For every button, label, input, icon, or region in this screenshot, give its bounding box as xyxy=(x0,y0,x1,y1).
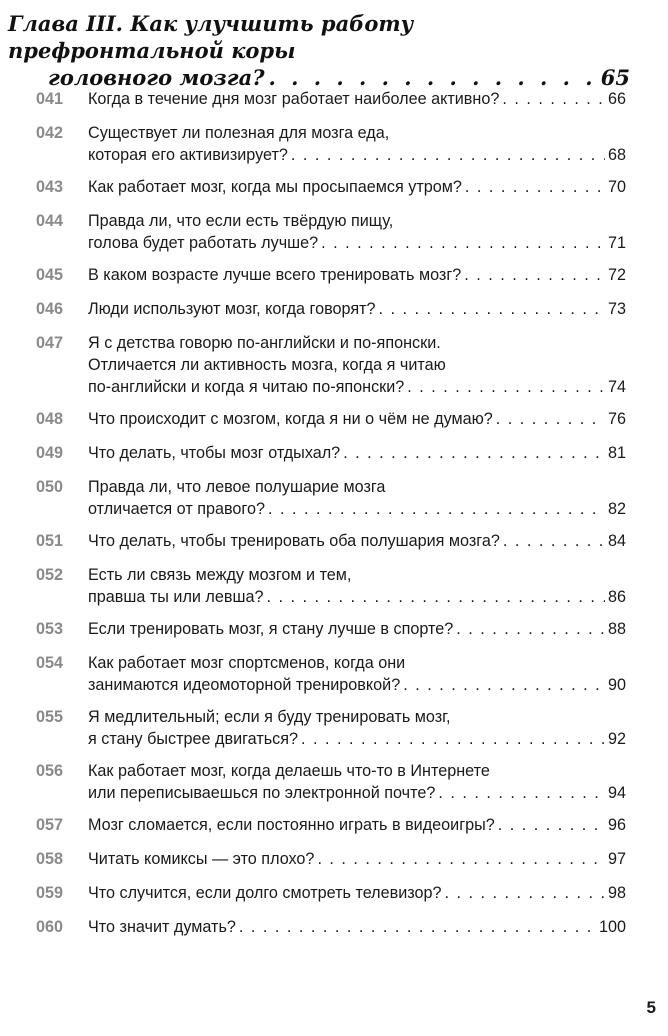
entry-last-line xyxy=(88,376,626,398)
dot-leader xyxy=(407,376,605,398)
dot-leader xyxy=(403,674,605,696)
entry-body xyxy=(88,916,626,938)
entry-title-line: Что случится, если долго смотреть телевизор? xyxy=(88,884,442,902)
entry-number: 054 xyxy=(36,654,64,672)
entry-body xyxy=(88,814,626,836)
entry-number: 048 xyxy=(36,410,64,428)
chapter-title-line1: Глава III. Как улучшить работу префронтальной коры xyxy=(8,11,414,63)
entry-body xyxy=(88,760,626,804)
entry-title-line: правша ты или левша? xyxy=(88,588,264,606)
entry-last-line xyxy=(88,298,626,320)
entry-last-line xyxy=(88,618,626,640)
entry-title-line: Как работает мозг, когда делаешь что-то в Интернете xyxy=(88,762,490,780)
entry-number: 055 xyxy=(36,708,64,726)
dot-leader xyxy=(301,728,605,750)
dot-leader xyxy=(317,848,605,870)
entry-title-line: Существует ли полезная для мозга еда, xyxy=(88,124,390,142)
entry-title-line: Правда ли, что если есть твёрдую пищу, xyxy=(88,212,394,230)
entry-last-line xyxy=(88,782,626,804)
entry-body xyxy=(88,652,626,696)
entry-number: 043 xyxy=(36,178,64,196)
entry-page: 81 xyxy=(607,444,626,462)
entry-page: 90 xyxy=(607,676,626,694)
entry-page: 70 xyxy=(607,178,626,196)
entry-number: 051 xyxy=(36,532,64,550)
entry-body xyxy=(88,618,626,640)
entry-page: 74 xyxy=(607,378,626,396)
page-number: 5 xyxy=(646,998,656,1017)
entry-last-line xyxy=(88,674,626,696)
toc-entry[interactable] xyxy=(36,264,626,286)
entry-title-line: Читать комиксы — это плохо? xyxy=(88,850,315,868)
entry-title-line: Я с детства говорю по-английски и по-японски. xyxy=(88,334,441,352)
entry-body xyxy=(88,408,626,430)
entry-last-line xyxy=(88,814,626,836)
toc-entry[interactable] xyxy=(36,332,626,398)
entry-page: 73 xyxy=(607,300,626,318)
dot-leader xyxy=(445,882,605,904)
entry-page: 100 xyxy=(598,918,626,936)
toc-entry[interactable] xyxy=(36,122,626,166)
entry-number: 058 xyxy=(36,850,64,868)
dot-leader xyxy=(456,618,605,640)
entry-title-line: Что делать, чтобы мозг отдыхал? xyxy=(88,444,341,462)
entry-page: 92 xyxy=(607,730,626,748)
entry-title-line: Когда в течение дня мозг работает наиболее активно? xyxy=(88,90,500,108)
entry-number: 044 xyxy=(36,212,64,230)
entry-body xyxy=(88,882,626,904)
entry-title-line: голова будет работать лучше? xyxy=(88,234,319,252)
dot-leader xyxy=(498,814,605,836)
entry-title-line: Как работает мозг, когда мы просыпаемся утром? xyxy=(88,178,462,196)
chapter-title-line2 xyxy=(8,64,630,91)
toc-entry[interactable] xyxy=(36,760,626,804)
entry-last-line xyxy=(88,442,626,464)
entry-title-line: Мозг сломается, если постоянно играть в видеоигры? xyxy=(88,816,495,834)
entry-page: 98 xyxy=(607,884,626,902)
entry-title-line: по-английски и когда я читаю по-японски? xyxy=(88,378,405,396)
entry-number: 052 xyxy=(36,566,64,584)
entry-body xyxy=(88,298,626,320)
entry-page: 76 xyxy=(607,410,626,428)
entry-last-line xyxy=(88,916,626,938)
chapter-title-text: головного мозга? xyxy=(48,65,265,90)
entry-title-line: Отличается ли активность мозга, когда я читаю xyxy=(88,356,446,374)
toc-entry[interactable] xyxy=(36,88,626,110)
entry-title-line: Что делать, чтобы тренировать оба полушария мозга? xyxy=(88,532,500,550)
entry-page: 86 xyxy=(607,588,626,606)
toc-entry[interactable] xyxy=(36,882,626,904)
toc-entry[interactable] xyxy=(36,210,626,254)
entry-page: 96 xyxy=(607,816,626,834)
entry-body xyxy=(88,332,626,398)
toc-entry[interactable] xyxy=(36,408,626,430)
toc-entry[interactable] xyxy=(36,916,626,938)
entry-last-line xyxy=(88,848,626,870)
entry-title-line: я стану быстрее двигаться? xyxy=(88,730,299,748)
entry-number: 045 xyxy=(36,266,64,284)
entry-title-line: отличается от правого? xyxy=(88,500,265,518)
entry-page: 82 xyxy=(607,500,626,518)
entry-title-line: Как работает мозг спортсменов, когда они xyxy=(88,654,406,672)
chapter-page: 65 xyxy=(600,65,630,90)
toc-entry[interactable] xyxy=(36,176,626,198)
toc-entry[interactable] xyxy=(36,652,626,696)
entry-page: 94 xyxy=(607,784,626,802)
dot-leader xyxy=(321,232,605,254)
entry-title-line: занимаются идеомоторной тренировкой? xyxy=(88,676,401,694)
toc-entry[interactable] xyxy=(36,618,626,640)
entry-title-line: Я медлительный; если я буду тренировать мозг, xyxy=(88,708,451,726)
entry-number: 046 xyxy=(36,300,64,318)
dot-leader xyxy=(438,782,605,804)
toc-entry[interactable] xyxy=(36,298,626,320)
entry-page: 88 xyxy=(607,620,626,638)
entry-body xyxy=(88,210,626,254)
dot-leader xyxy=(268,498,605,520)
toc-entry[interactable] xyxy=(36,814,626,836)
entry-body xyxy=(88,442,626,464)
entry-number: 060 xyxy=(36,918,64,936)
dot-leader xyxy=(464,264,605,286)
entry-page: 97 xyxy=(607,850,626,868)
entry-title-line: или переписываешься по электронной почте? xyxy=(88,784,436,802)
entry-last-line xyxy=(88,176,626,198)
toc-entry[interactable] xyxy=(36,476,626,520)
entry-page: 68 xyxy=(607,146,626,164)
entry-title-line: которая его активизирует? xyxy=(88,146,288,164)
entry-last-line xyxy=(88,264,626,286)
entry-title-line: Что значит думать? xyxy=(88,918,236,936)
entry-title-line: Есть ли связь между мозгом и тем, xyxy=(88,566,352,584)
entry-body xyxy=(88,176,626,198)
dot-leader xyxy=(465,176,605,198)
dot-leader xyxy=(502,88,605,110)
entry-last-line xyxy=(88,882,626,904)
entry-body xyxy=(88,706,626,750)
toc-entry[interactable] xyxy=(36,442,626,464)
entry-body xyxy=(88,264,626,286)
dot-leader xyxy=(266,586,605,608)
dot-leader xyxy=(343,442,605,464)
entry-title-line: Правда ли, что левое полушарие мозга xyxy=(88,478,386,496)
entry-page: 72 xyxy=(607,266,626,284)
entry-body xyxy=(88,476,626,520)
dot-leader xyxy=(269,64,597,91)
entry-number: 050 xyxy=(36,478,64,496)
dot-leader xyxy=(503,530,605,552)
entry-number: 053 xyxy=(36,620,64,638)
toc-entry[interactable] xyxy=(36,564,626,608)
entry-number: 041 xyxy=(36,90,64,108)
entry-last-line xyxy=(88,408,626,430)
entry-last-line xyxy=(88,728,626,750)
entry-number: 059 xyxy=(36,884,64,902)
entry-page: 71 xyxy=(607,234,626,252)
entry-last-line xyxy=(88,498,626,520)
entry-title-line: Люди используют мозг, когда говорят? xyxy=(88,300,376,318)
entry-last-line xyxy=(88,586,626,608)
entry-last-line xyxy=(88,144,626,166)
entry-page: 66 xyxy=(607,90,626,108)
entry-last-line xyxy=(88,88,626,110)
entry-body xyxy=(88,122,626,166)
chapter-heading xyxy=(8,10,630,91)
entry-number: 057 xyxy=(36,816,64,834)
dot-leader xyxy=(379,298,605,320)
dot-leader xyxy=(496,408,605,430)
dot-leader xyxy=(239,916,596,938)
toc-entry[interactable] xyxy=(36,530,626,552)
entry-number: 056 xyxy=(36,762,64,780)
entry-body xyxy=(88,564,626,608)
entry-body xyxy=(88,88,626,110)
entry-number: 047 xyxy=(36,334,64,352)
entry-title-line: В каком возрасте лучше всего тренировать мозг? xyxy=(88,266,462,284)
entry-last-line xyxy=(88,232,626,254)
entry-title-line: Если тренировать мозг, я стану лучше в спорте? xyxy=(88,620,454,638)
entry-page: 84 xyxy=(607,532,626,550)
entry-number: 042 xyxy=(36,124,64,142)
dot-leader xyxy=(291,144,605,166)
entry-body xyxy=(88,848,626,870)
entry-number: 049 xyxy=(36,444,64,462)
toc-entry[interactable] xyxy=(36,848,626,870)
entry-body xyxy=(88,530,626,552)
toc-entry[interactable] xyxy=(36,706,626,750)
entry-title-line: Что происходит с мозгом, когда я ни о чём не думаю? xyxy=(88,410,493,428)
entry-last-line xyxy=(88,530,626,552)
